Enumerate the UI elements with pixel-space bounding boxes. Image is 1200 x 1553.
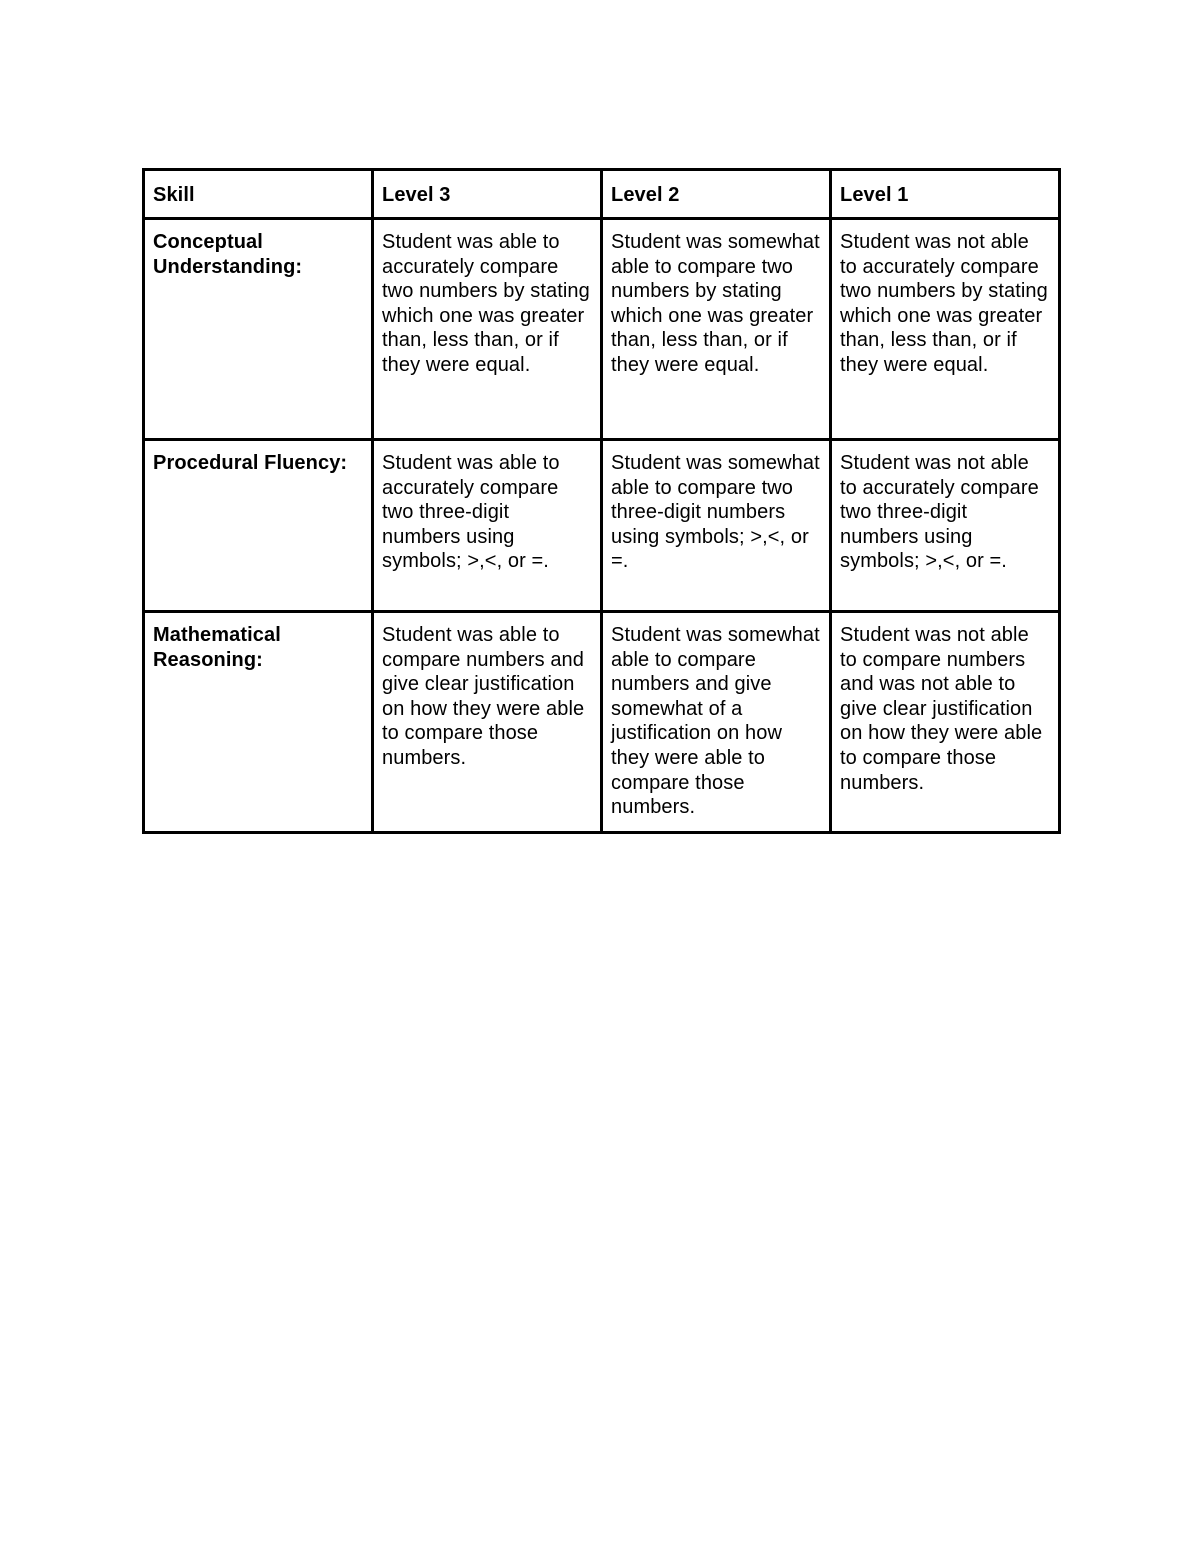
rubric-table bbox=[142, 168, 1061, 834]
level-2-cell: Student was somewhat able to compare two three-digit numbers using symbols; >,<, or =. bbox=[602, 440, 831, 612]
level-3-cell: Student was able to accurately compare two three-digit numbers using symbols; >,<, or =. bbox=[373, 440, 602, 612]
header-level-2: Level 2 bbox=[602, 170, 831, 219]
header-level-3: Level 3 bbox=[373, 170, 602, 219]
skill-cell: Procedural Fluency: bbox=[144, 440, 373, 612]
level-1-cell: Student was not able to accurately compare two three-digit numbers using symbols; >,<, or =. bbox=[831, 440, 1060, 612]
level-1-cell: Student was not able to compare numbers and was not able to give clear justification on how they were able to compare those numbers. bbox=[831, 612, 1060, 833]
level-3-cell: Student was able to accurately compare two numbers by stating which one was greater than, less than, or if they were equal. bbox=[373, 219, 602, 440]
skill-cell: Mathematical Reasoning: bbox=[144, 612, 373, 833]
table-row bbox=[144, 612, 1060, 833]
level-2-cell: Student was somewhat able to compare two numbers by stating which one was greater than, less than, or if they were equal. bbox=[602, 219, 831, 440]
header-level-1: Level 1 bbox=[831, 170, 1060, 219]
table-row bbox=[144, 440, 1060, 612]
header-row bbox=[144, 170, 1060, 219]
header-skill: Skill bbox=[144, 170, 373, 219]
table-row bbox=[144, 219, 1060, 440]
level-2-cell: Student was somewhat able to compare numbers and give somewhat of a justification on how they were able to compare those numbers. bbox=[602, 612, 831, 833]
level-3-cell: Student was able to compare numbers and give clear justification on how they were able to compare those numbers. bbox=[373, 612, 602, 833]
level-1-cell: Student was not able to accurately compare two numbers by stating which one was greater than, less than, or if they were equal. bbox=[831, 219, 1060, 440]
skill-cell: Conceptual Understanding: bbox=[144, 219, 373, 440]
